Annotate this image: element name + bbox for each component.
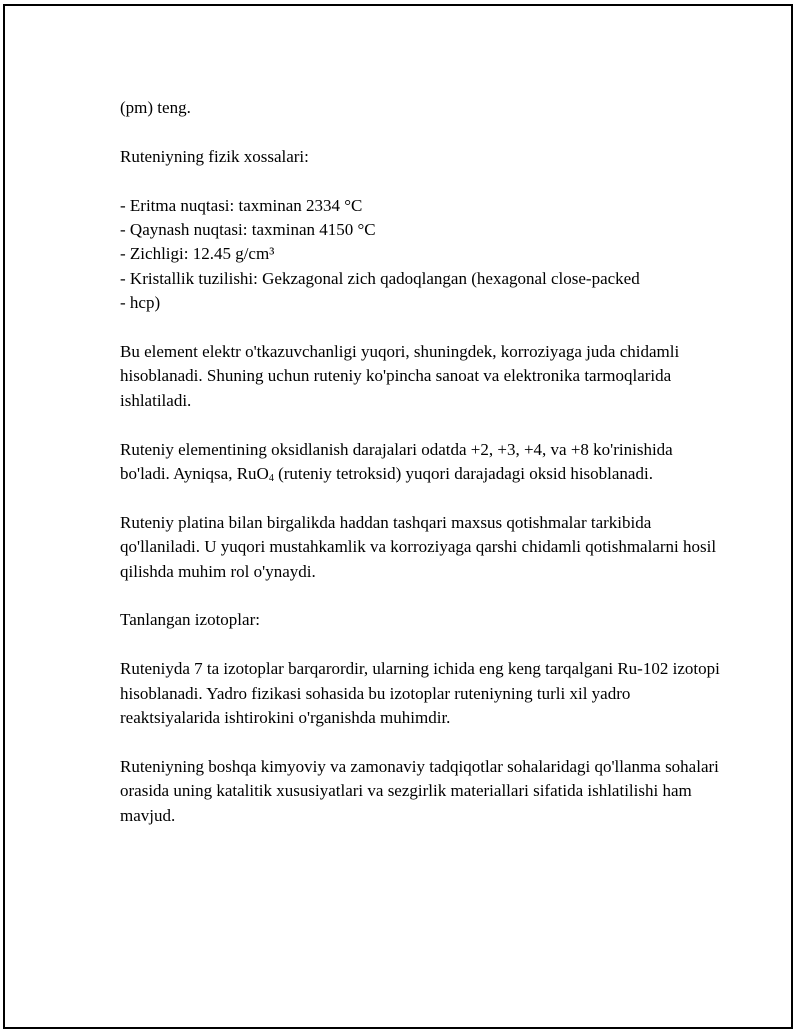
paragraph-applications: Ruteniyning boshqa kimyoviy va zamonaviy tadqiqotlar sohalaridagi qo'llanma sohalari orasida uning katalitik xususiyatlari va sezgirlik materiallari sifatida ishlatilishi ham mavjud. (120, 756, 719, 825)
document-body (120, 96, 720, 828)
paragraph-isotopes: Ruteniyda 7 ta izotoplar barqarordir, ularning ichida eng keng tarqalgani Ru-102 izotopi hisoblanadi. Yadro fizikasi sohasida bu izotoplar ruteniyning turli xil yadro reaktsiyalarida ishtirokini o'rganishda muhimdir. (120, 659, 720, 728)
isotopes-heading: Tanlangan izotoplar: (120, 610, 260, 630)
property-crystal-structure-cont: - hcp) (120, 293, 161, 313)
document-page (3, 4, 793, 1029)
property-crystal-structure: - Kristallik tuzilishi: Gekzagonal zich qadoqlangan (hexagonal close-packed (120, 268, 640, 288)
paragraph-alloys: Ruteniy platina bilan birgalikda haddan tashqari maxsus qotishmalar tarkibida qo'llaniladi. U yuqori mustahkamlik va korroziyaga qarshi chidamli qotishmalarni hosil qilishda muhim rol o'ynaydi. (120, 512, 717, 581)
formula-ruo4 (237, 464, 274, 483)
physical-properties-heading: Ruteniyning fizik xossalari: (120, 146, 309, 166)
formula-subscript: 4 (268, 473, 274, 485)
intro-line: (pm) teng. (120, 98, 191, 117)
property-boiling-point: - Qaynash nuqtasi: taxminan 4150 °C (120, 220, 376, 239)
paragraph-conductivity: Bu element elektr o'tkazuvchanligi yuqori, shuningdek, korroziyaga juda chidamli hisoblanadi. Shuning uchun ruteniy ko'pincha sanoat va elektronika tarmoqlarida ishlatiladi. (120, 342, 680, 410)
oxidation-text-before: Ruteniy elementining oksidlanish darajalari odatda +2, +3, +4, va +8 ko'rinishida bo'ladi. Ayniqsa, (120, 439, 673, 484)
property-density: - Zichligi: 12.45 g/cm³ (120, 244, 275, 264)
property-melting-point: - Eritma nuqtasi: taxminan 2334 °C (120, 195, 363, 215)
oxidation-text-after: (ruteniy tetroksid) yuqori darajadagi oksid hisoblanadi. (273, 464, 653, 484)
formula-base: RuO (236, 464, 269, 484)
paragraph-oxidation (120, 438, 720, 487)
